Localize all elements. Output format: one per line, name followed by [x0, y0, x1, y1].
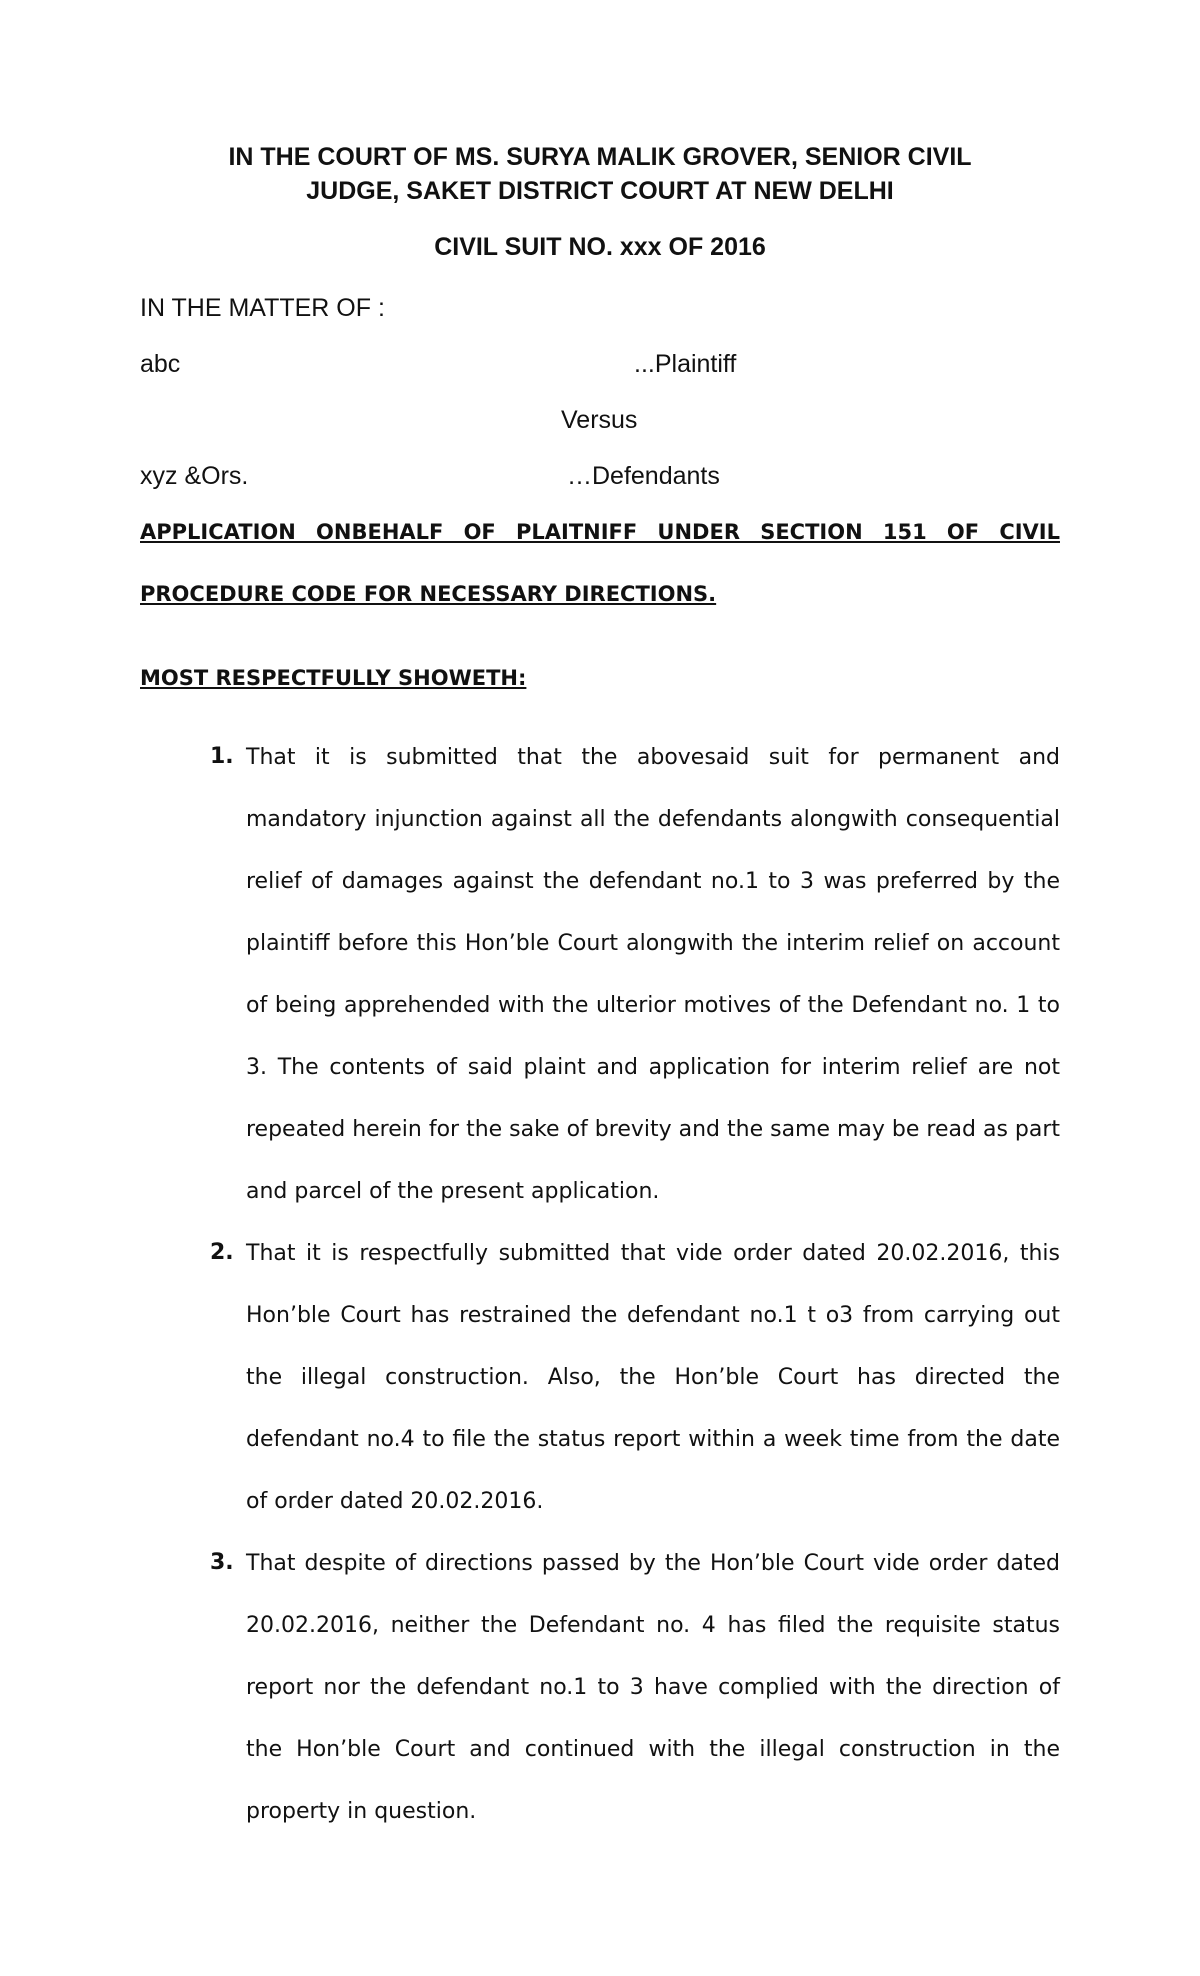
- paragraph-2-text: That it is respectfully submitted that vide order dated 20.02.2016, this Hon’ble Court has restrained the defendant no.1 t o3 from carrying out the illegal construction. Also, the Hon’ble Court has directed the defendant no.4 to file the status report within a week time from the date of order dated 20.02.2016.: [246, 1241, 1060, 1514]
- paragraph-3-text: That despite of directions passed by the Hon’ble Court vide order dated 20.02.2016, neither the Defendant no. 4 has filed the requisite status report nor the defendant no.1 to 3 have complied with the direction of the Hon’ble Court and continued with the illegal construction in the property in question.: [246, 1551, 1060, 1824]
- application-title-line-1: APPLICATION ONBEHALF OF PLAITNIFF UNDER SECTION 151 OF CIVIL: [140, 520, 1060, 544]
- paragraph-2-number: 2.: [210, 1240, 234, 1265]
- most-respectfully-showeth: MOST RESPECTFULLY SHOWETH:: [140, 666, 527, 690]
- court-heading-line-1: IN THE COURT OF MS. SURYA MALIK GROVER, SENIOR CIVIL: [228, 143, 972, 171]
- defendant-role: …Defendants: [567, 462, 720, 490]
- versus-label: Versus: [561, 406, 638, 434]
- paragraph-1-number: 1.: [210, 744, 234, 769]
- suit-number: CIVIL SUIT NO. xxx OF 2016: [434, 233, 766, 261]
- plaintiff-role: ...Plaintiff: [634, 350, 737, 378]
- court-heading: [140, 140, 1060, 208]
- plaintiff-name: abc: [140, 350, 181, 378]
- defendant-name: xyz &Ors.: [140, 462, 249, 490]
- matter-label: IN THE MATTER OF :: [140, 294, 385, 322]
- court-heading-line-2: JUDGE, SAKET DISTRICT COURT AT NEW DELHI: [306, 177, 894, 205]
- paragraph-1-text: That it is submitted that the abovesaid suit for permanent and mandatory injunction against all the defendants alongwith consequential relief of damages against the defendant no.1 to 3 was preferred by the plaintiff before this Hon’ble Court alongwith the interim relief on account of being apprehended with the ulterior motives of the Defendant no. 1 to 3. The contents of said plaint and application for interim relief are not repeated herein for the sake of brevity and the same may be read as part and parcel of the present application.: [246, 745, 1061, 1204]
- application-title-line-2: PROCEDURE CODE FOR NECESSARY DIRECTIONS.: [140, 582, 717, 606]
- paragraph-3-number: 3.: [210, 1550, 234, 1575]
